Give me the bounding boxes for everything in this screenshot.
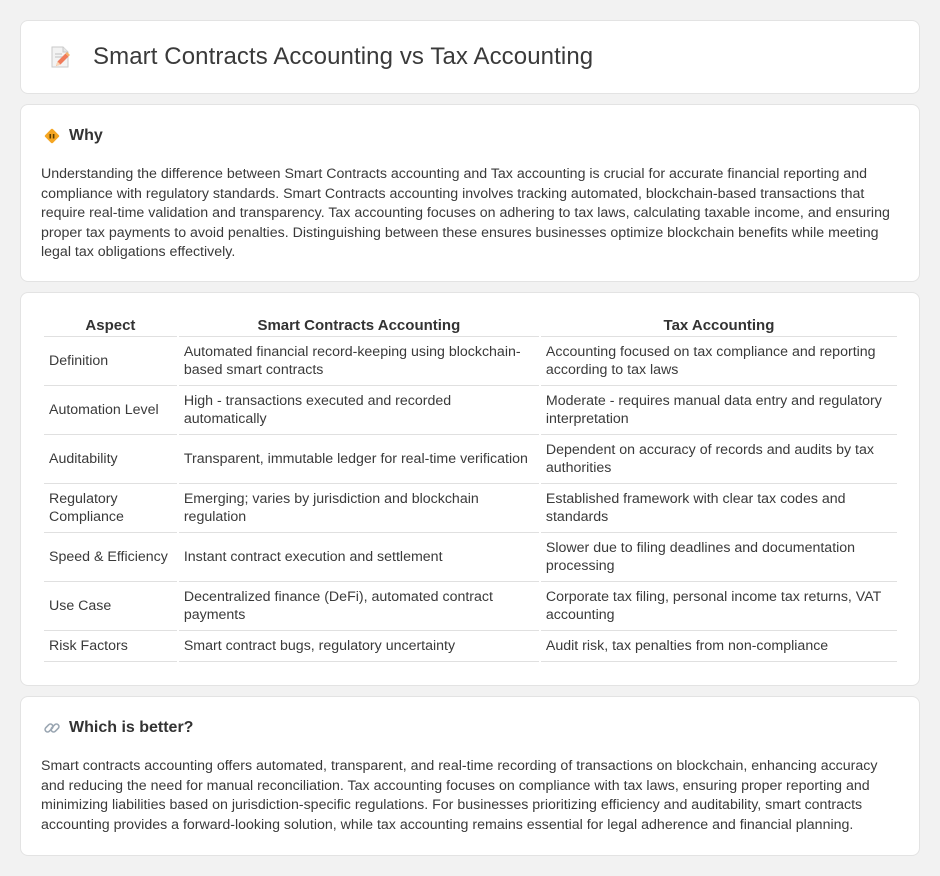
why-section — [20, 104, 920, 282]
tax-accounting-cell: Corporate tax filing, personal income tax returns, VAT accounting — [541, 582, 897, 631]
document-pencil-icon — [47, 44, 73, 70]
table-row — [44, 631, 897, 662]
aspect-cell: Auditability — [44, 435, 177, 484]
tax-accounting-cell: Moderate - requires manual data entry and regulatory interpretation — [541, 386, 897, 435]
why-heading — [43, 127, 103, 145]
tax-accounting-cell: Established framework with clear tax codes and standards — [541, 484, 897, 533]
better-title: Which is better? — [69, 719, 194, 736]
header-card — [20, 20, 920, 94]
aspect-cell: Use Case — [44, 582, 177, 631]
smart-contracts-cell: Decentralized finance (DeFi), automated contract payments — [179, 582, 539, 631]
tax-accounting-cell: Dependent on accuracy of records and audits by tax authorities — [541, 435, 897, 484]
smart-contracts-cell: High - transactions executed and recorded automatically — [179, 386, 539, 435]
column-header: Tax Accounting — [541, 315, 897, 337]
aspect-cell: Automation Level — [44, 386, 177, 435]
table-header-row — [44, 315, 897, 337]
which-is-better-section — [20, 696, 920, 856]
smart-contracts-cell: Emerging; varies by jurisdiction and blockchain regulation — [179, 484, 539, 533]
tax-accounting-cell: Slower due to filing deadlines and documentation processing — [541, 533, 897, 582]
table-row — [44, 533, 897, 582]
better-heading — [43, 719, 193, 737]
smart-contracts-cell: Transparent, immutable ledger for real-time verification — [179, 435, 539, 484]
tax-accounting-cell: Accounting focused on tax compliance and reporting according to tax laws — [541, 337, 897, 386]
smart-contracts-cell: Automated financial record-keeping using blockchain-based smart contracts — [179, 337, 539, 386]
comparison-table — [42, 315, 899, 662]
table-row — [44, 582, 897, 631]
column-header: Smart Contracts Accounting — [179, 315, 539, 337]
table-row — [44, 484, 897, 533]
aspect-cell: Regulatory Compliance — [44, 484, 177, 533]
aspect-cell: Speed & Efficiency — [44, 533, 177, 582]
diamond-sign-icon — [43, 127, 61, 145]
smart-contracts-cell: Smart contract bugs, regulatory uncertainty — [179, 631, 539, 662]
column-header: Aspect — [44, 315, 177, 337]
tax-accounting-cell: Audit risk, tax penalties from non-compliance — [541, 631, 897, 662]
link-icon — [43, 719, 61, 737]
aspect-cell: Definition — [44, 337, 177, 386]
page-title: Smart Contracts Accounting vs Tax Accounting — [93, 43, 594, 70]
better-text: Smart contracts accounting offers automated, transparent, and real-time recording of transactions on blockchain, enhancing accuracy and reducing the need for manual reconciliation. Tax accounting focuses on compliance with tax laws, ensuring proper reporting and minimizing liabilities based on jurisdiction-specific regulations. For businesses prioritizing efficiency and auditability, smart contracts accounting provides a forward-looking solution, while tax accounting remains essential for legal adherence and financial planning. — [41, 758, 878, 833]
why-title: Why — [69, 127, 103, 144]
table-row — [44, 337, 897, 386]
why-text: Understanding the difference between Smart Contracts accounting and Tax accounting is crucial for accurate financial reporting and compliance with regulatory standards. Smart Contracts accounting involves tracking automated, blockchain-based transactions that require real-time validation and transparency. Tax accounting focuses on adhering to tax laws, calculating taxable income, and ensuring proper tax payments to avoid penalties. Distinguishing between these ensures businesses optimize blockchain benefits while meeting legal tax obligations effectively. — [41, 166, 890, 260]
smart-contracts-cell: Instant contract execution and settlement — [179, 533, 539, 582]
table-row — [44, 386, 897, 435]
aspect-cell: Risk Factors — [44, 631, 177, 662]
table-row — [44, 435, 897, 484]
comparison-section — [20, 292, 920, 686]
